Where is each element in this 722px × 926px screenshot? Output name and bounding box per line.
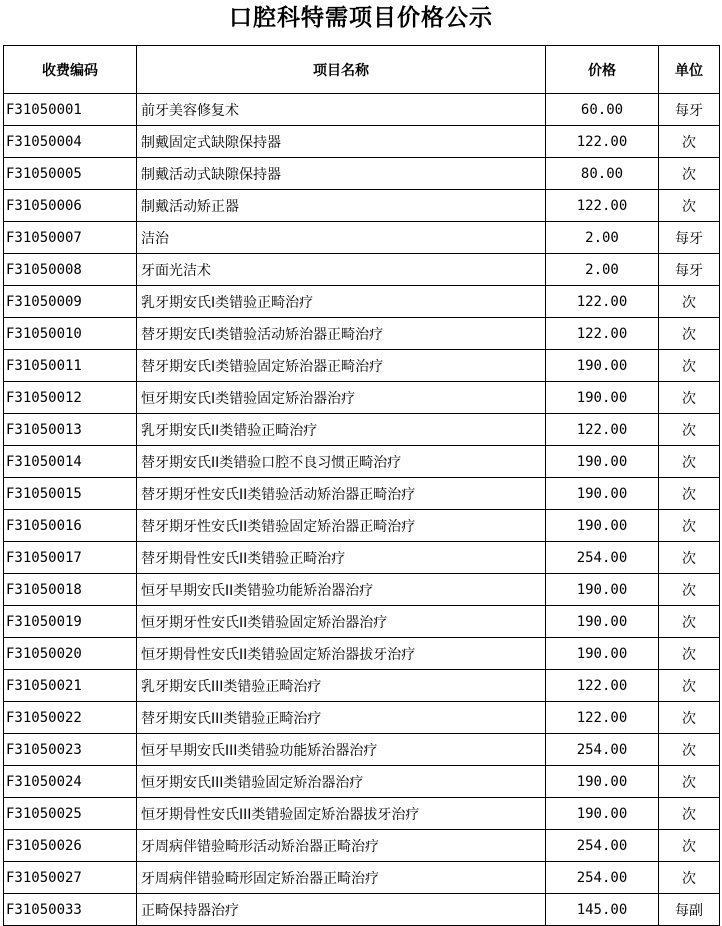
cell-code: F31050008 bbox=[4, 254, 137, 286]
cell-unit: 次 bbox=[659, 734, 720, 766]
cell-price: 190.00 bbox=[546, 478, 659, 510]
cell-code: F31050004 bbox=[4, 126, 137, 158]
cell-unit: 次 bbox=[659, 638, 720, 670]
cell-unit: 次 bbox=[659, 862, 720, 894]
cell-name: 牙周病伴错验畸形固定矫治器正畸治疗 bbox=[137, 862, 546, 894]
cell-name: 制戴固定式缺隙保持器 bbox=[137, 126, 546, 158]
cell-code: F31050020 bbox=[4, 638, 137, 670]
table-row bbox=[4, 94, 720, 126]
cell-name: 替牙期牙性安氏II类错验活动矫治器正畸治疗 bbox=[137, 478, 546, 510]
table-row bbox=[4, 510, 720, 542]
cell-unit: 次 bbox=[659, 574, 720, 606]
cell-unit: 次 bbox=[659, 702, 720, 734]
cell-price: 190.00 bbox=[546, 446, 659, 478]
cell-code: F31050007 bbox=[4, 222, 137, 254]
cell-code: F31050005 bbox=[4, 158, 137, 190]
cell-code: F31050027 bbox=[4, 862, 137, 894]
table-row bbox=[4, 190, 720, 222]
cell-price: 254.00 bbox=[546, 830, 659, 862]
table-body bbox=[4, 94, 720, 926]
cell-price: 254.00 bbox=[546, 862, 659, 894]
cell-code: F31050012 bbox=[4, 382, 137, 414]
cell-name: 恒牙期骨性安氏II类错验固定矫治器拔牙治疗 bbox=[137, 638, 546, 670]
cell-name: 恒牙期安氏I类错验固定矫治器治疗 bbox=[137, 382, 546, 414]
cell-price: 122.00 bbox=[546, 670, 659, 702]
cell-unit: 每牙 bbox=[659, 94, 720, 126]
table-row bbox=[4, 542, 720, 574]
table-row bbox=[4, 670, 720, 702]
cell-price: 2.00 bbox=[546, 254, 659, 286]
cell-name: 替牙期牙性安氏II类错验固定矫治器正畸治疗 bbox=[137, 510, 546, 542]
table-row bbox=[4, 766, 720, 798]
header-name: 项目名称 bbox=[137, 46, 546, 94]
cell-name: 替牙期安氏I类错验活动矫治器正畸治疗 bbox=[137, 318, 546, 350]
table-row bbox=[4, 862, 720, 894]
cell-unit: 次 bbox=[659, 766, 720, 798]
cell-code: F31050022 bbox=[4, 702, 137, 734]
table-row bbox=[4, 894, 720, 926]
table-row bbox=[4, 574, 720, 606]
cell-unit: 次 bbox=[659, 542, 720, 574]
table-row bbox=[4, 446, 720, 478]
cell-price: 254.00 bbox=[546, 542, 659, 574]
cell-unit: 次 bbox=[659, 286, 720, 318]
table-row bbox=[4, 638, 720, 670]
table-row bbox=[4, 222, 720, 254]
table-header-row bbox=[4, 46, 720, 94]
cell-price: 122.00 bbox=[546, 702, 659, 734]
header-code: 收费编码 bbox=[4, 46, 137, 94]
cell-code: F31050023 bbox=[4, 734, 137, 766]
cell-code: F31050021 bbox=[4, 670, 137, 702]
cell-price: 190.00 bbox=[546, 606, 659, 638]
cell-unit: 次 bbox=[659, 350, 720, 382]
cell-unit: 次 bbox=[659, 446, 720, 478]
cell-price: 122.00 bbox=[546, 126, 659, 158]
cell-code: F31050033 bbox=[4, 894, 137, 926]
price-table bbox=[3, 45, 720, 926]
cell-unit: 每副 bbox=[659, 894, 720, 926]
cell-code: F31050015 bbox=[4, 478, 137, 510]
cell-name: 恒牙早期安氏III类错验功能矫治器治疗 bbox=[137, 734, 546, 766]
cell-code: F31050010 bbox=[4, 318, 137, 350]
table-row bbox=[4, 126, 720, 158]
cell-code: F31050001 bbox=[4, 94, 137, 126]
cell-code: F31050014 bbox=[4, 446, 137, 478]
cell-unit: 次 bbox=[659, 382, 720, 414]
cell-name: 替牙期安氏I类错验固定矫治器正畸治疗 bbox=[137, 350, 546, 382]
table-row bbox=[4, 254, 720, 286]
cell-code: F31050009 bbox=[4, 286, 137, 318]
table-row bbox=[4, 382, 720, 414]
cell-price: 2.00 bbox=[546, 222, 659, 254]
cell-price: 254.00 bbox=[546, 734, 659, 766]
cell-name: 牙面光洁术 bbox=[137, 254, 546, 286]
cell-code: F31050016 bbox=[4, 510, 137, 542]
table-row bbox=[4, 830, 720, 862]
cell-name: 制戴活动矫正器 bbox=[137, 190, 546, 222]
cell-unit: 次 bbox=[659, 798, 720, 830]
header-unit: 单位 bbox=[659, 46, 720, 94]
cell-price: 190.00 bbox=[546, 766, 659, 798]
cell-code: F31050026 bbox=[4, 830, 137, 862]
cell-price: 190.00 bbox=[546, 510, 659, 542]
cell-unit: 次 bbox=[659, 190, 720, 222]
cell-price: 190.00 bbox=[546, 382, 659, 414]
cell-code: F31050011 bbox=[4, 350, 137, 382]
cell-code: F31050024 bbox=[4, 766, 137, 798]
cell-code: F31050019 bbox=[4, 606, 137, 638]
cell-price: 122.00 bbox=[546, 318, 659, 350]
page-title: 口腔科特需项目价格公示 bbox=[229, 4, 493, 31]
table-row bbox=[4, 478, 720, 510]
table-row bbox=[4, 798, 720, 830]
table-row bbox=[4, 158, 720, 190]
cell-name: 替牙期安氏II类错验口腔不良习惯正畸治疗 bbox=[137, 446, 546, 478]
cell-price: 122.00 bbox=[546, 414, 659, 446]
cell-unit: 次 bbox=[659, 670, 720, 702]
cell-name: 正畸保持器治疗 bbox=[137, 894, 546, 926]
cell-price: 190.00 bbox=[546, 638, 659, 670]
cell-code: F31050025 bbox=[4, 798, 137, 830]
cell-name: 牙周病伴错验畸形活动矫治器正畸治疗 bbox=[137, 830, 546, 862]
table-row bbox=[4, 286, 720, 318]
cell-price: 80.00 bbox=[546, 158, 659, 190]
cell-unit: 每牙 bbox=[659, 254, 720, 286]
cell-name: 乳牙期安氏I类错验正畸治疗 bbox=[137, 286, 546, 318]
cell-unit: 次 bbox=[659, 126, 720, 158]
cell-name: 恒牙期骨性安氏III类错验固定矫治器拔牙治疗 bbox=[137, 798, 546, 830]
cell-name: 替牙期安氏III类错验正畸治疗 bbox=[137, 702, 546, 734]
cell-unit: 次 bbox=[659, 158, 720, 190]
cell-name: 前牙美容修复术 bbox=[137, 94, 546, 126]
cell-price: 190.00 bbox=[546, 574, 659, 606]
cell-price: 122.00 bbox=[546, 286, 659, 318]
cell-code: F31050006 bbox=[4, 190, 137, 222]
cell-unit: 每牙 bbox=[659, 222, 720, 254]
header-price: 价格 bbox=[546, 46, 659, 94]
cell-code: F31050018 bbox=[4, 574, 137, 606]
cell-name: 恒牙期牙性安氏II类错验固定矫治器治疗 bbox=[137, 606, 546, 638]
cell-code: F31050013 bbox=[4, 414, 137, 446]
cell-price: 60.00 bbox=[546, 94, 659, 126]
cell-unit: 次 bbox=[659, 318, 720, 350]
cell-code: F31050017 bbox=[4, 542, 137, 574]
cell-name: 洁治 bbox=[137, 222, 546, 254]
cell-unit: 次 bbox=[659, 510, 720, 542]
table-row bbox=[4, 606, 720, 638]
cell-unit: 次 bbox=[659, 606, 720, 638]
cell-price: 122.00 bbox=[546, 190, 659, 222]
cell-price: 190.00 bbox=[546, 798, 659, 830]
cell-name: 恒牙期安氏III类错验固定矫治器治疗 bbox=[137, 766, 546, 798]
cell-name: 乳牙期安氏II类错验正畸治疗 bbox=[137, 414, 546, 446]
cell-name: 乳牙期安氏III类错验正畸治疗 bbox=[137, 670, 546, 702]
cell-unit: 次 bbox=[659, 478, 720, 510]
cell-price: 190.00 bbox=[546, 350, 659, 382]
table-row bbox=[4, 734, 720, 766]
table-row bbox=[4, 350, 720, 382]
table-row bbox=[4, 318, 720, 350]
table-row bbox=[4, 414, 720, 446]
cell-name: 替牙期骨性安氏II类错验正畸治疗 bbox=[137, 542, 546, 574]
cell-name: 恒牙早期安氏II类错验功能矫治器治疗 bbox=[137, 574, 546, 606]
cell-price: 145.00 bbox=[546, 894, 659, 926]
cell-unit: 次 bbox=[659, 830, 720, 862]
cell-name: 制戴活动式缺隙保持器 bbox=[137, 158, 546, 190]
cell-unit: 次 bbox=[659, 414, 720, 446]
table-row bbox=[4, 702, 720, 734]
